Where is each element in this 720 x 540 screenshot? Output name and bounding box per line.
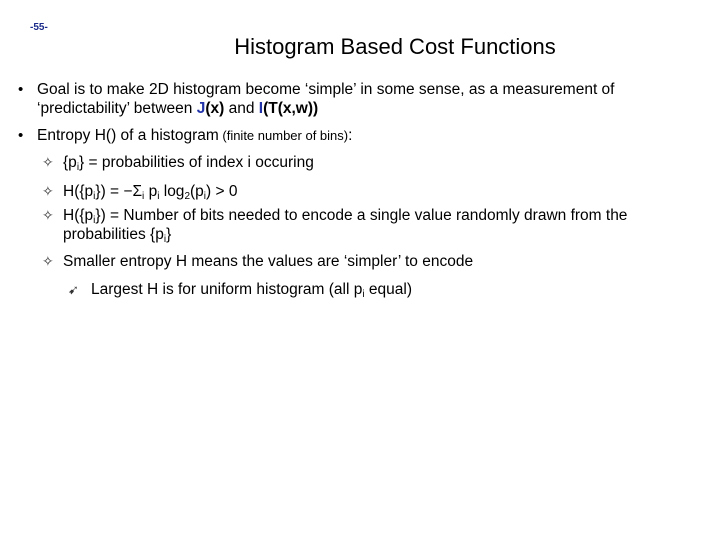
bullet-dot: • [18,127,24,144]
subsub1-a: Largest H is for uniform histogram (all p [91,281,363,298]
goal-jx: (x) [205,100,225,117]
entropy-main: Entropy H() of a histogram [37,127,219,144]
sub1-b: } = probabilities of index i occuring [79,154,314,171]
goal-tx: (T(x,w)) [263,100,319,117]
sub-bullet-bits-text [63,206,703,244]
sub2-i4: i [203,191,207,202]
sub2-i1: i [93,191,96,202]
bullet-goal-text [37,80,697,118]
sub1-a: {p [63,154,77,171]
slide-title [0,34,720,60]
bullet-entropy-text [37,126,697,145]
entropy-paren: (finite number of bins) [218,128,349,143]
sub3-c: } [166,226,172,243]
sub1-i: i [76,162,80,173]
sub2-c: p [144,183,158,200]
goal-j: J [196,100,206,117]
goal-and: and [224,100,259,117]
bullet-dot: • [18,81,24,98]
goal-i: I [258,100,264,117]
diamond-star-icon: ✧ [42,183,54,199]
sub-bullet-entropy-formula-text [63,182,703,201]
slide-number: -55- [30,22,48,33]
sub3-b: }) = Number of bits needed to encode a single value randomly drawn from the probabilities {p [63,207,628,243]
subsub-bullet-largest-h-text [91,280,691,299]
sub2-f: ) > 0 [206,183,238,200]
sub2-d: log [159,183,185,200]
arrow-icon: ➹ [68,282,79,297]
sub-bullet-smaller-entropy-text: Smaller entropy H means the values are ‘simpler’ to encode [63,253,474,270]
sub3-i1: i [93,215,96,226]
entropy-colon: : [348,127,353,144]
sub3-a: H({p [63,207,94,224]
subsub1-b: equal) [364,281,412,298]
sub2-i2: i [142,191,145,202]
diamond-star-icon: ✧ [42,154,54,170]
slide-title-text: Histogram Based Cost Functions [234,34,556,59]
sub2-b: }) = −Σ [95,183,143,200]
subsub1-i: i [362,289,365,300]
sub2-a: H({p [63,183,94,200]
sub2-i3: i [157,191,160,202]
sub2-e: (p [190,183,204,200]
diamond-star-icon: ✧ [42,207,54,223]
sub3-i2: i [163,234,167,245]
diamond-star-icon: ✧ [42,253,54,269]
goal-prefix: Goal is to make 2D histogram become ‘simple’ in some sense, as a measurement of ‘predictability’ between [37,81,615,117]
sub-bullet-probabilities-text [63,153,703,172]
sub2-two: 2 [184,191,190,202]
